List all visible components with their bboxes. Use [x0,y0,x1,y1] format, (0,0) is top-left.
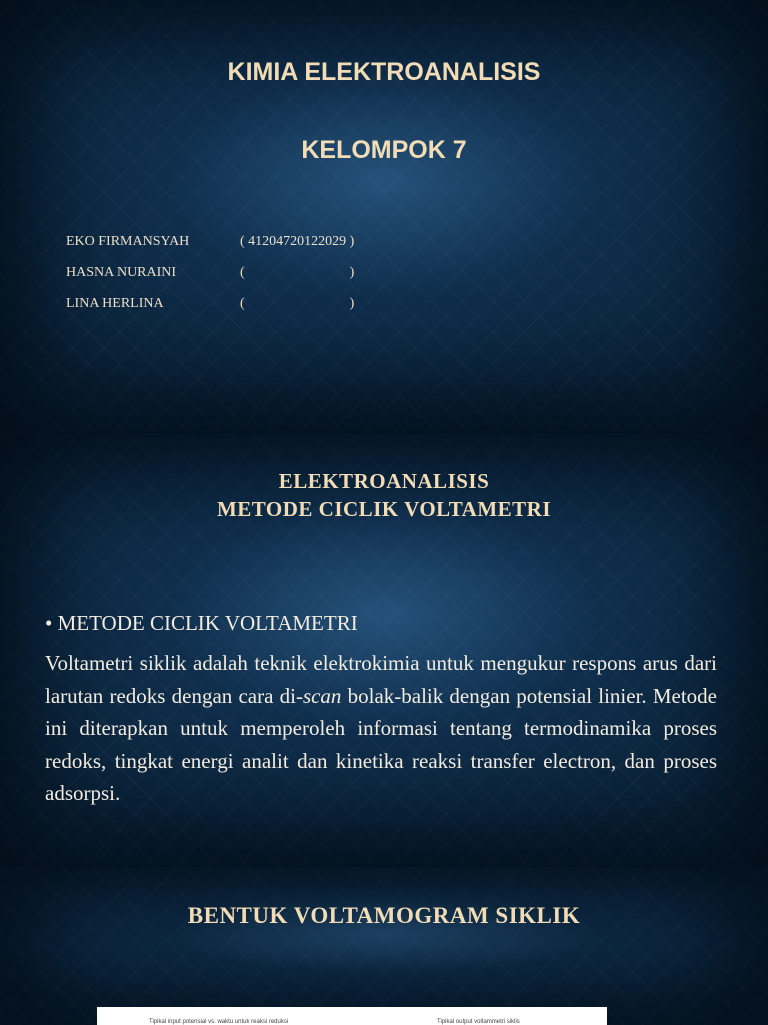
bullet-heading: • METODE CICLIK VOLTAMETRI [45,611,358,635]
member-name: EKO FIRMANSYAH [66,234,190,249]
slide-title [0,0,768,432]
slide-title-line-2: METODE CICLIK VOLTAMETRI [216,497,552,521]
figure-caption-left: Tipikal input potensial vs. waktu untuk reaksi reduksi [149,1019,289,1025]
figure-caption-right: Tipikal output voltammetri siklis [437,1019,520,1025]
member-id: ( ) [240,296,355,311]
member-name: LINA HERLINA [66,296,164,311]
presentation-title: KIMIA ELEKTROANALISIS [227,58,541,86]
member-id: ( ) [240,265,355,280]
group-label: KELOMPOK 7 [301,136,467,164]
voltammogram-figure [97,1007,607,1025]
slide-description [0,432,768,867]
member-name: HASNA NURAINI [66,265,177,280]
slide-title-line-1: ELEKTROANALISIS [278,469,490,493]
paragraph-text-start: Voltametri siklik adalah teknik elektrokimia untuk mengukur respons arus dari larutan redoks dengan cara di- [45,651,717,708]
description-paragraph [45,647,717,810]
member-id: ( 41204720122029 ) [240,234,355,249]
slide-voltammogram [0,866,768,1025]
paragraph-italic-word: scan [302,683,342,708]
slide-title: BENTUK VOLTAMOGRAM SIKLIK [187,903,581,928]
paragraph-text-end: bolak-balik dengan potensial linier. Metode ini diterapkan untuk memperoleh informasi tentang termodinamika proses redoks, tingkat energi analit dan kinetika reaksi transfer electron, dan proses adsorpsi. [45,683,717,805]
